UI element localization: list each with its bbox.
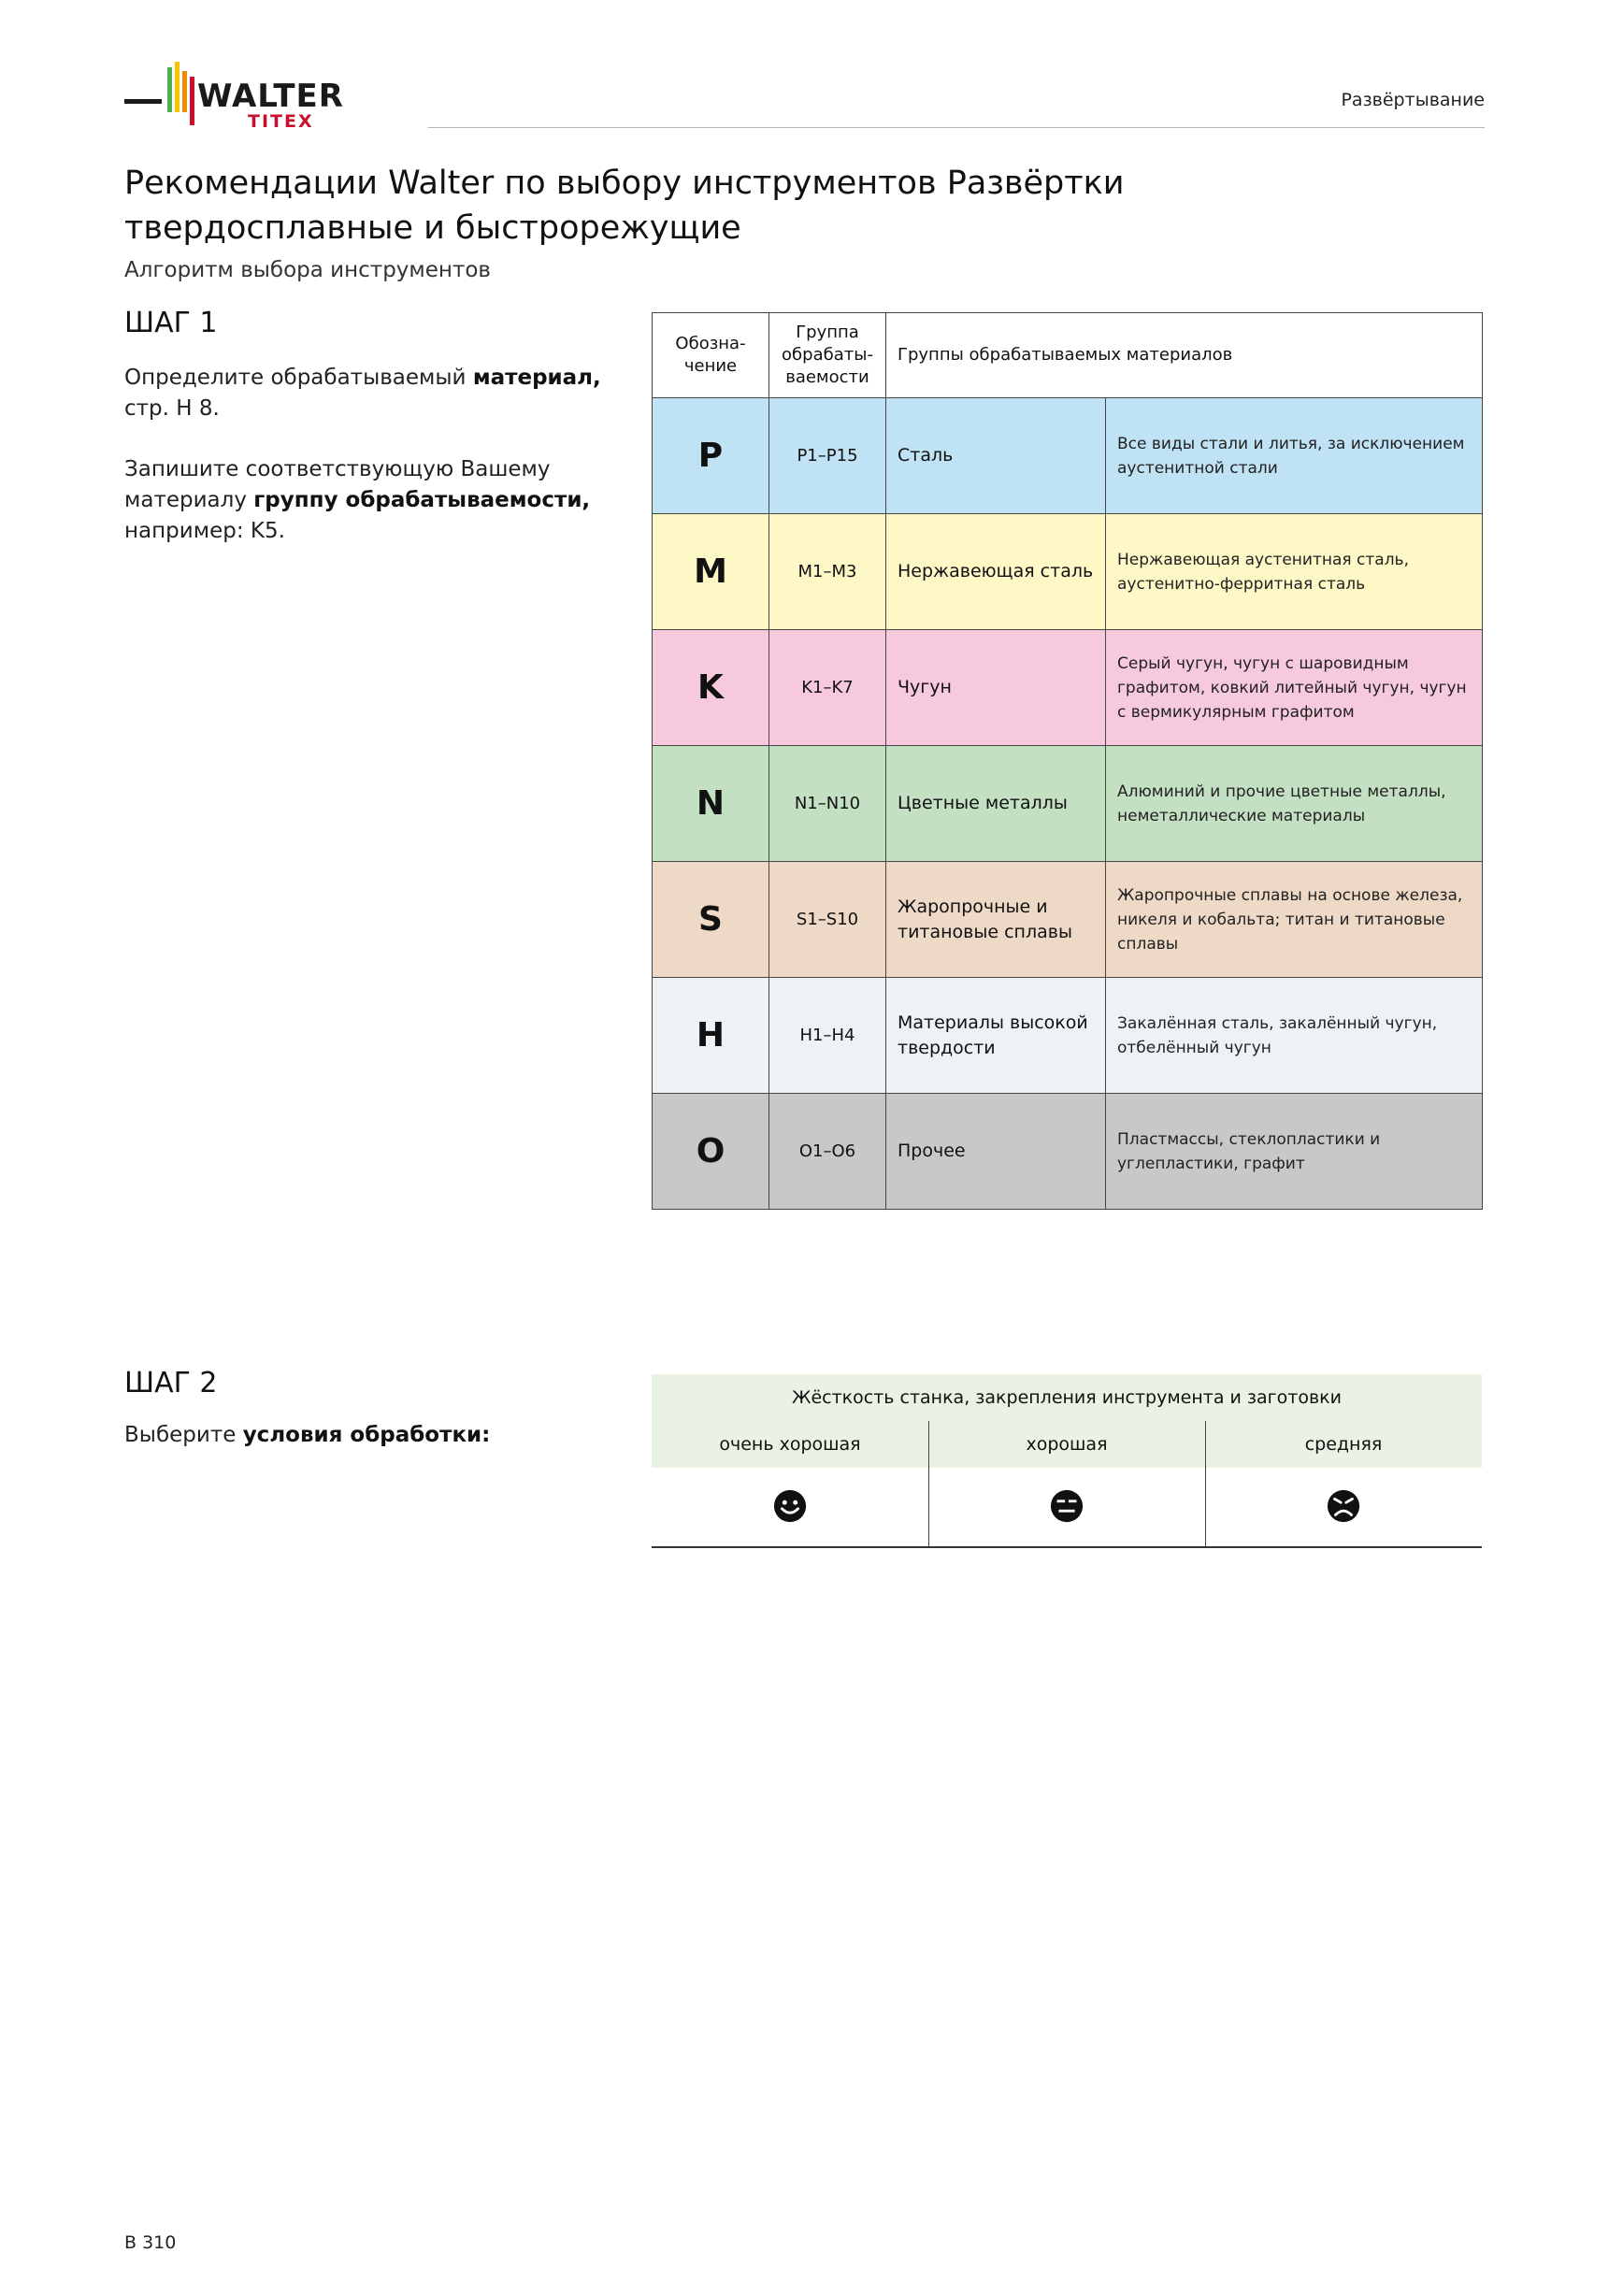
smiley-happy-icon: [772, 1488, 808, 1524]
step1-paragraph-2: Запишите соответствующую Вашему материалу группу обрабатываемости, например: K5.: [124, 457, 591, 543]
material-row-s: [653, 862, 1483, 978]
machinability-group: N1–N10: [769, 746, 886, 862]
material-row-o: [653, 1094, 1483, 1210]
material-description: Серый чугун, чугун с шаровидным графитом, ковкий литейный чугун, чугун с вермикулярным графитом: [1106, 630, 1483, 746]
material-row-k: [653, 630, 1483, 746]
header-rule: [428, 127, 1485, 128]
page-title: Рекомендации Walter по выбору инструментов Развёртки твердосплавные и быстрорежущие: [124, 165, 1125, 247]
machinability-group: S1–S10: [769, 862, 886, 978]
section-label: Развёртывание: [1341, 90, 1485, 110]
material-description: Нержавеющая аустенитная сталь, аустенитно-ферритная сталь: [1106, 514, 1483, 630]
material-row-n: [653, 746, 1483, 862]
material-name: Чугун: [886, 630, 1106, 746]
material-description: Алюминий и прочие цветные металлы, неметаллические материалы: [1106, 746, 1483, 862]
material-description: Жаропрочные сплавы на основе железа, никеля и кобальта; титан и титановые сплавы: [1106, 862, 1483, 978]
rigidity-title: Жёсткость станка, закрепления инструмента и заготовки: [791, 1387, 1342, 1408]
rigidity-header: [652, 1374, 1482, 1468]
material-name: Цветные металлы: [886, 746, 1106, 862]
machinability-group: H1–H4: [769, 978, 886, 1094]
material-name: Сталь: [886, 398, 1106, 514]
page-number: B 310: [124, 2232, 177, 2253]
rigidity-table: [652, 1374, 1482, 1548]
material-description: Все виды стали и литья, за исключением аустенитной стали: [1106, 398, 1483, 514]
material-row-m: [653, 514, 1483, 630]
material-row-p: [653, 398, 1483, 514]
smiley-sad-icon: [1326, 1488, 1361, 1524]
step1-heading: ШАГ 1: [124, 307, 218, 339]
rigidity-icons-row: [652, 1468, 1482, 1548]
header-material-groups: Группы обрабатываемых материалов: [886, 313, 1483, 398]
header-designation: Обозна- чение: [653, 313, 769, 398]
header-machinability-group: Группа обрабаты- ваемости: [769, 313, 886, 398]
step1-paragraph-1: Определите обрабатываемый материал, стр. H 8.: [124, 366, 601, 421]
machinability-group: P1–P15: [769, 398, 886, 514]
material-description: Закалённая сталь, закалённый чугун, отбелённый чугун: [1106, 978, 1483, 1094]
step2-heading: ШАГ 2: [124, 1367, 218, 1399]
material-code: N: [653, 746, 769, 862]
step2-instructions: Выберите условия обработки:: [124, 1423, 491, 1447]
smiley-neutral-icon: [1049, 1488, 1084, 1524]
materials-table-header-row: [653, 313, 1483, 398]
materials-table: [652, 312, 1483, 1210]
material-code: H: [653, 978, 769, 1094]
material-name: Нержавеющая сталь: [886, 514, 1106, 630]
material-code: K: [653, 630, 769, 746]
material-code: M: [653, 514, 769, 630]
material-name: Жаропрочные и титановые сплавы: [886, 862, 1106, 978]
rigidity-col-very-good: очень хорошая: [719, 1434, 861, 1455]
logo-brand-text: WALTER: [197, 78, 344, 115]
machinability-group: K1–K7: [769, 630, 886, 746]
logo-sub-brand-text: TITEX: [248, 111, 314, 132]
step1-instructions: [124, 363, 610, 577]
rigidity-col-good: хорошая: [1026, 1434, 1108, 1455]
material-row-h: [653, 978, 1483, 1094]
rigidity-col-medium: средняя: [1304, 1434, 1383, 1455]
material-code: O: [653, 1094, 769, 1210]
material-description: Пластмассы, стеклопластики и углепластики, графит: [1106, 1094, 1483, 1210]
material-code: S: [653, 862, 769, 978]
material-name: Материалы высокой твердости: [886, 978, 1106, 1094]
machinability-group: M1–M3: [769, 514, 886, 630]
page-subtitle: Алгоритм выбора инструментов: [124, 258, 491, 282]
walter-titex-logo: [124, 58, 405, 133]
machinability-group: O1–O6: [769, 1094, 886, 1210]
material-code: P: [653, 398, 769, 514]
material-name: Прочее: [886, 1094, 1106, 1210]
